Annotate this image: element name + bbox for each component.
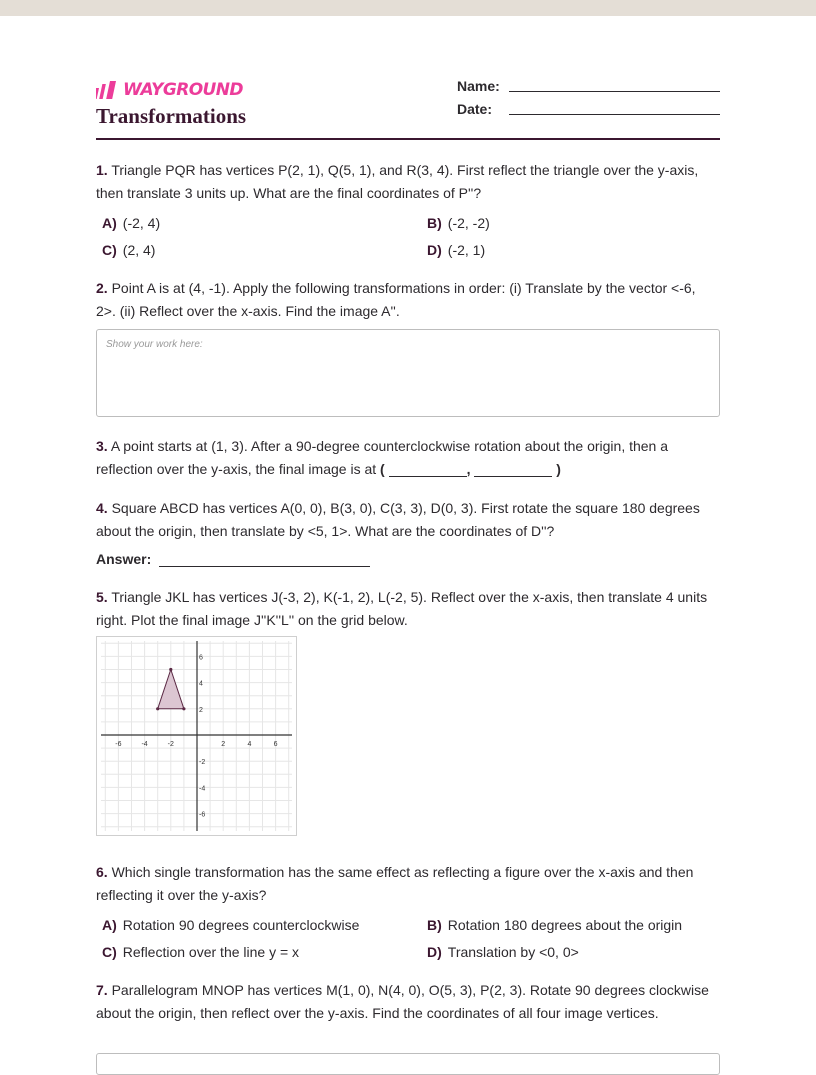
q3-y-blank[interactable] — [474, 462, 552, 477]
question-number: 4. — [96, 500, 108, 516]
q1-option-d[interactable]: D) (-2, 1) — [427, 242, 486, 258]
q6-option-c[interactable]: C) Reflection over the line y = x — [102, 944, 300, 960]
q1-option-c[interactable]: C) (2, 4) — [102, 242, 156, 258]
question-4 — [96, 497, 716, 542]
q4-answer-label: Answer: — [96, 551, 152, 567]
header-divider — [96, 138, 720, 140]
question-6 — [96, 861, 716, 906]
question-text: Which single transformation has the same effect as reflecting a figure over the x-axis and then reflecting it over the y-axis? — [96, 864, 694, 903]
q1-option-a[interactable]: A) (-2, 4) — [102, 215, 161, 231]
question-2 — [96, 277, 716, 322]
work-placeholder: Show your work here: — [106, 339, 203, 350]
brand-mark-icon — [96, 81, 120, 99]
q7-work-area[interactable] — [96, 1053, 720, 1075]
question-3: 3. A point starts at (1, 3). After a 90-degree counterclockwise rotation about the origin, then a reflection over the y-axis, the final image is at ( , ) — [96, 438, 669, 477]
date-label: Date: — [457, 101, 493, 117]
y-tick-label: -6 — [199, 811, 206, 819]
q3-x-blank[interactable] — [389, 462, 467, 477]
question-7 — [96, 979, 716, 1024]
x-tick-label: 4 — [247, 741, 252, 748]
q6-option-d[interactable]: D) Translation by <0, 0> — [427, 944, 579, 960]
question-number: 2. — [96, 280, 108, 296]
vertex-point-l — [169, 668, 172, 671]
x-tick-label: -6 — [115, 741, 122, 748]
x-tick-label: 6 — [273, 741, 278, 748]
x-tick-label: -4 — [141, 741, 148, 748]
question-1 — [96, 159, 716, 204]
q1-option-b[interactable]: B) (-2, -2) — [427, 215, 490, 231]
q6-option-b[interactable]: B) Rotation 180 degrees about the origin — [427, 917, 683, 933]
vertex-point-k — [182, 707, 185, 710]
question-number: 3. — [96, 438, 108, 454]
y-tick-label: -4 — [199, 785, 206, 793]
worksheet-title: Transformations — [96, 104, 247, 128]
x-tick-label: -2 — [167, 741, 174, 748]
question-text: Square ABCD has vertices A(0, 0), B(3, 0), C(3, 3), D(0, 3). First rotate the square 180 degrees about the origin, then translate by <5, 1>. What are the coordinates of D''? — [96, 500, 700, 539]
q4-answer-field[interactable] — [159, 566, 370, 567]
y-tick-label: -2 — [199, 759, 206, 767]
x-tick-label: 2 — [221, 741, 226, 748]
brand-name: WAYGROUND — [123, 80, 243, 100]
question-number: 7. — [96, 982, 108, 998]
question-5 — [96, 586, 716, 631]
question-text: Triangle JKL has vertices J(-3, 2), K(-1, 2), L(-2, 5). Reflect over the x-axis, then translate 4 units right. Plot the final image J''K''L'' on the grid below. — [96, 589, 708, 628]
question-text: Point A is at (4, -1). Apply the following transformations in order: (i) Translate by the vector <-6, 2>. (ii) Reflect over the x-axis. Find the image A''. — [96, 280, 696, 319]
date-field[interactable] — [509, 114, 720, 115]
question-text: Parallelogram MNOP has vertices M(1, 0), N(4, 0), O(5, 3), P(2, 3). Rotate 90 degrees clockwise about the origin, then reflect over the y-axis. Find the coordinates of all four image vertices. — [96, 982, 709, 1021]
top-bar — [0, 0, 816, 16]
question-number: 5. — [96, 589, 108, 605]
y-tick-label: 2 — [199, 706, 203, 714]
name-label: Name: — [457, 78, 500, 94]
question-text: Triangle PQR has vertices P(2, 1), Q(5, 1), and R(3, 4). First reflect the triangle over the y-axis, then translate 3 units up. What are the final coordinates of P''? — [96, 162, 699, 201]
coordinate-grid-svg[interactable] — [97, 637, 296, 835]
question-number: 1. — [96, 162, 108, 178]
triangle-jkl — [158, 670, 184, 709]
q2-work-area[interactable] — [96, 329, 720, 417]
q6-option-a[interactable]: A) Rotation 90 degrees counterclockwise — [102, 917, 360, 933]
y-tick-label: 6 — [199, 654, 203, 662]
coordinate-grid[interactable] — [96, 636, 297, 836]
name-field[interactable] — [509, 91, 720, 92]
vertex-point-j — [156, 707, 159, 710]
brand-logo — [96, 79, 243, 101]
question-text: A point starts at (1, 3). After a 90-degree counterclockwise rotation about the origin, then a reflection over the y-axis, the final image is at — [96, 438, 669, 477]
question-number: 6. — [96, 864, 108, 880]
y-tick-label: 4 — [199, 680, 203, 688]
